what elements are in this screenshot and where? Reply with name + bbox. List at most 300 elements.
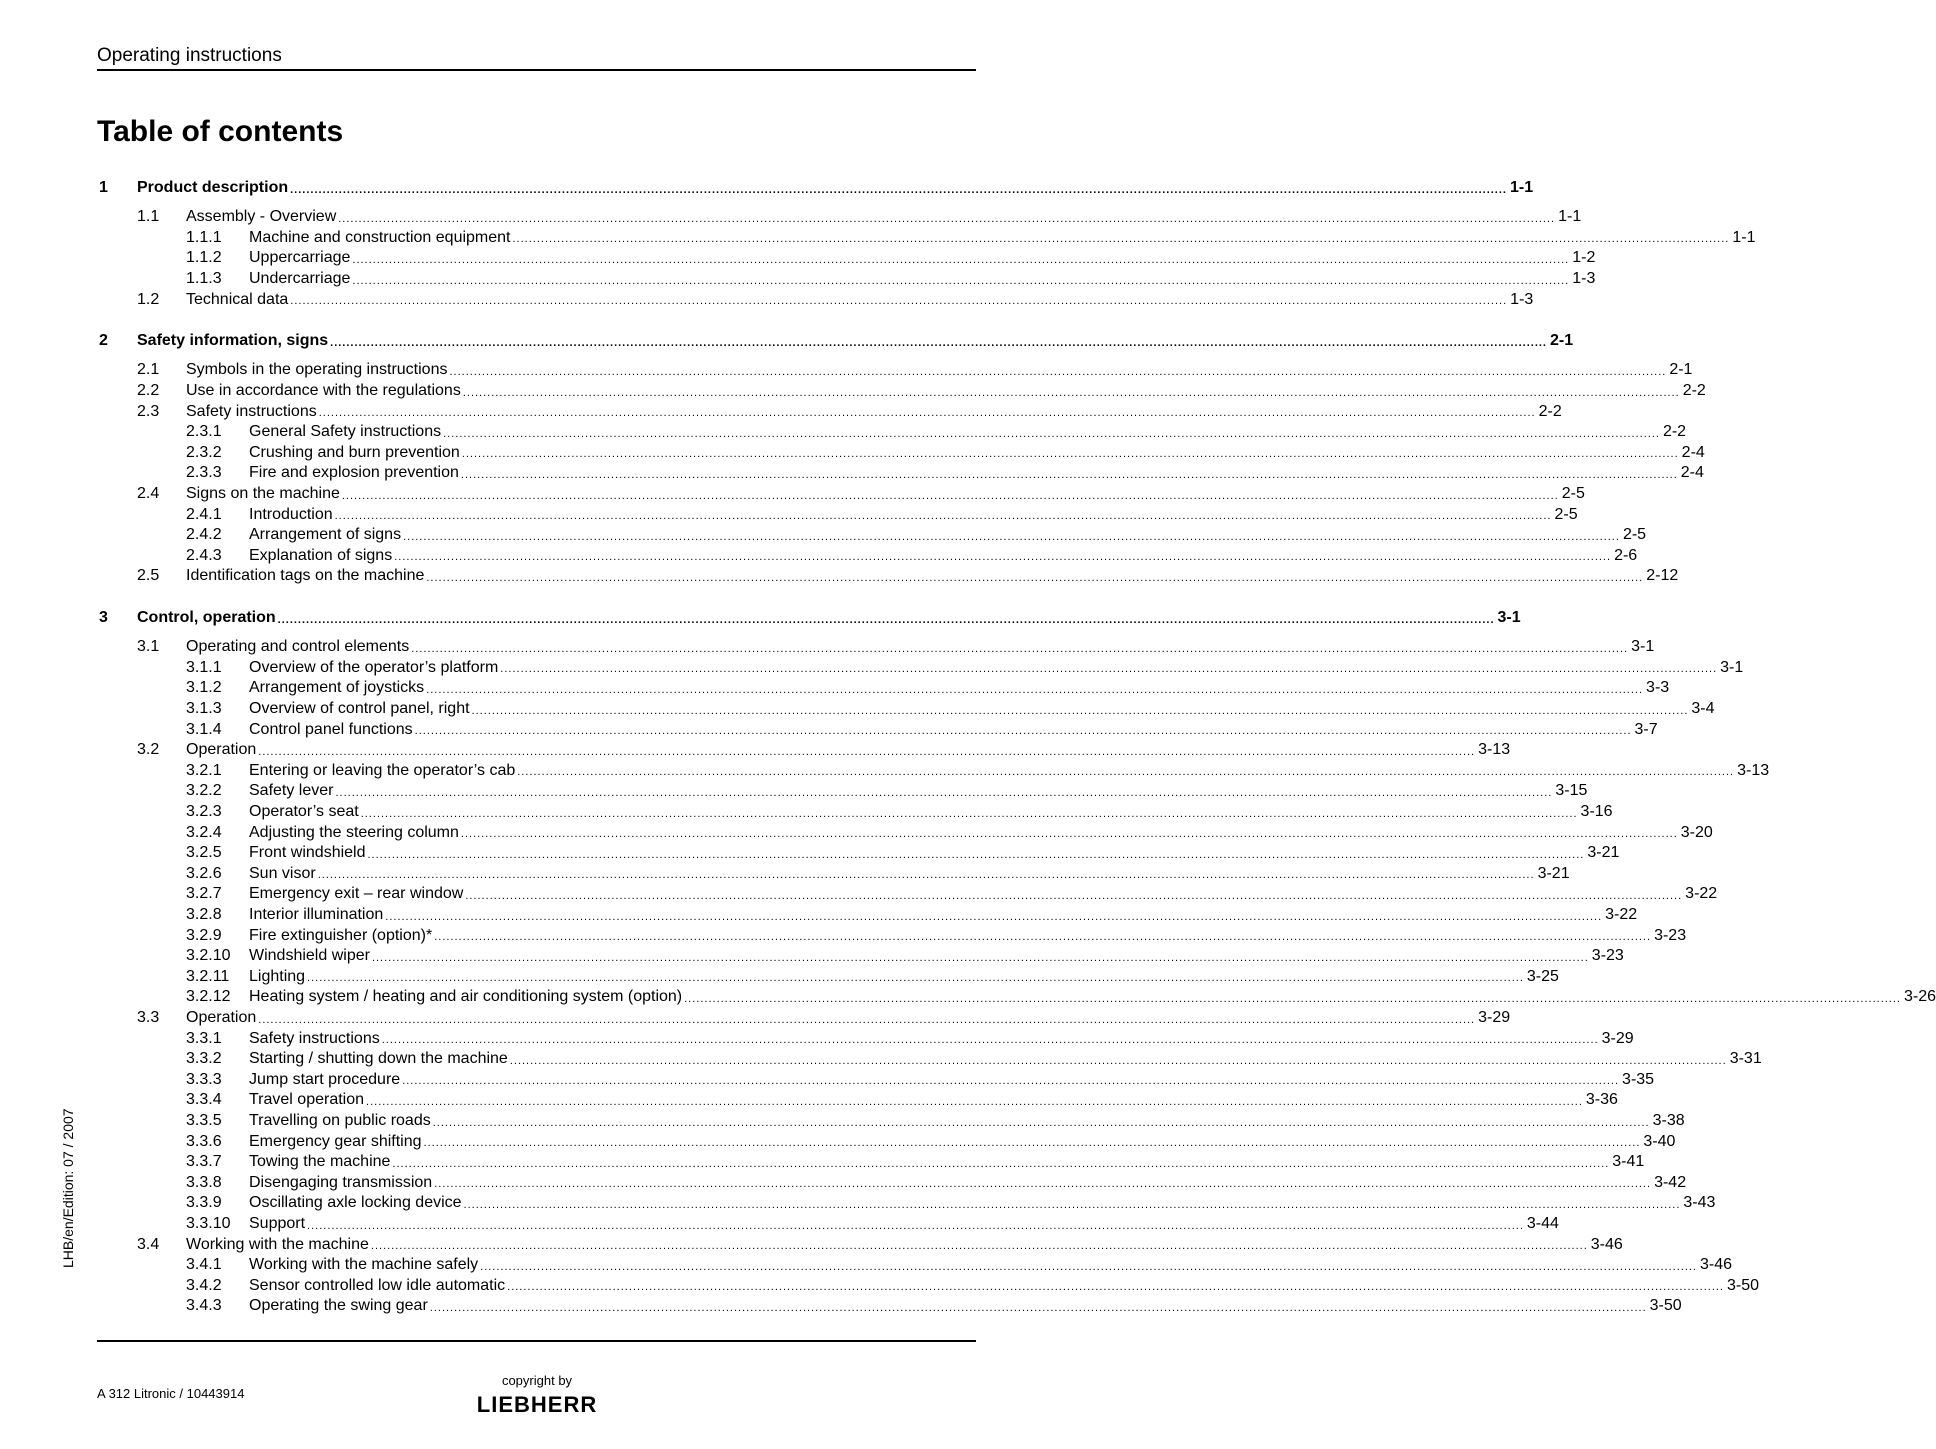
- toc-entry-leader: [249, 1111, 1685, 1132]
- toc-entry-title: Uppercarriage: [249, 249, 351, 267]
- toc-entry-leader: [249, 761, 1770, 782]
- toc-entry-leader: [249, 505, 1578, 526]
- toc-entry-3-3-2[interactable]: [0, 1049, 1762, 1070]
- toc-entry-number: 3.1: [137, 638, 160, 656]
- toc-entry-3-2-1[interactable]: [0, 761, 1770, 782]
- liebherr-logo: [457, 1392, 617, 1416]
- toc-entry-number: 3.3.8: [186, 1173, 222, 1191]
- toc-entry-leader: [249, 546, 1638, 567]
- toc-entry-number: 3.4.3: [186, 1297, 222, 1315]
- toc-entry-leader: [137, 331, 1574, 352]
- toc-entry-number: 3.3.5: [186, 1112, 222, 1129]
- toc-dot-leader: ............................................................................................................................................................................................................................................................................................................: [517, 766, 1735, 779]
- toc-dot-leader: ............................................................................................................................................................................................................................................................................................................: [290, 295, 1508, 308]
- toc-entry-number: 3: [99, 609, 108, 626]
- toc-dot-leader: ............................................................................................................................................................................................................................................................................................................: [460, 468, 1678, 481]
- toc-dot-leader: ............................................................................................................................................................................................................................................................................................................: [429, 1301, 1647, 1314]
- toc-entry-title: Introduction: [249, 505, 333, 523]
- toc-entry-leader: [249, 1070, 1655, 1091]
- toc-dot-leader: ............................................................................................................................................................................................................................................................................................................: [341, 489, 1559, 502]
- toc-entry-3-1[interactable]: [0, 637, 1655, 658]
- toc-entry-leader: [186, 290, 1534, 311]
- toc-entry-title: Arrangement of joysticks: [249, 679, 425, 697]
- toc-dot-leader: ............................................................................................................................................................................................................................................................................................................: [352, 274, 1570, 287]
- toc-entry-title: Technical data: [186, 290, 289, 308]
- toc-entry-3-2-4[interactable]: [0, 823, 1713, 844]
- toc-entry-number: 3.2.9: [186, 926, 222, 944]
- toc-dot-leader: ............................................................................................................................................................................................................................................................................................................: [426, 683, 1644, 696]
- toc-entry-title: Operation: [186, 1009, 257, 1026]
- toc-entry-number: 3.3.1: [186, 1029, 222, 1047]
- toc-entry-number: 2.1: [137, 361, 160, 379]
- toc-entry-title: Oscillating axle locking device: [249, 1194, 462, 1212]
- toc-entry-3-2[interactable]: [0, 740, 1511, 761]
- toc-dot-leader: ............................................................................................................................................................................................................................................................................................................: [426, 571, 1644, 584]
- toc-dot-leader: ............................................................................................................................................................................................................................................................................................................: [334, 510, 1552, 523]
- toc-dot-leader: ............................................................................................................................................................................................................................................................................................................: [317, 869, 1535, 882]
- toc-entry-number: 3.1.1: [186, 658, 222, 676]
- toc-entry-number: 3.2.6: [186, 864, 222, 882]
- toc-entry-page: 3-46: [1590, 1235, 1623, 1253]
- toc-entry-leader: [186, 740, 1511, 761]
- toc-entry-3-2-2[interactable]: [0, 781, 1588, 802]
- toc-entry-page: 3-23: [1654, 926, 1687, 944]
- toc-entry-1[interactable]: [0, 178, 1534, 199]
- toc-entry-title: Lighting: [249, 967, 306, 985]
- toc-entry-number: 3.2.10: [186, 947, 231, 965]
- toc-entry-leader: [186, 1235, 1623, 1256]
- toc-dot-leader: ............................................................................................................................................................................................................................................................................................................: [392, 1157, 1610, 1170]
- toc-entry-number: 3.3: [137, 1009, 160, 1026]
- toc-entry-leader: [249, 905, 1638, 926]
- toc-entry-leader: [249, 658, 1744, 679]
- toc-entry-page: 3-22: [1605, 906, 1638, 923]
- toc-entry-2-1[interactable]: [0, 360, 1693, 381]
- toc-entry-page: 3-29: [1478, 1009, 1511, 1026]
- toc-entry-page: 3-50: [1727, 1276, 1760, 1294]
- toc-entry-title: Operation: [186, 741, 257, 759]
- toc-entry-page: 3-26: [1903, 988, 1936, 1006]
- toc-entry-3-3-1[interactable]: [0, 1029, 1634, 1050]
- toc-entry-page: 3-50: [1649, 1297, 1682, 1315]
- toc-entry-title: General Safety instructions: [249, 423, 442, 441]
- toc-entry-leader: [249, 1173, 1687, 1194]
- toc-entry-leader: [186, 637, 1655, 658]
- toc-entry-page: 1-1: [1732, 228, 1756, 246]
- toc-entry-leader: [249, 525, 1647, 546]
- toc-entry-1-1-3[interactable]: [0, 269, 1596, 290]
- toc-entry-title: Disengaging transmission: [249, 1173, 433, 1191]
- toc-entry-title: Operator’s seat: [249, 803, 359, 820]
- toc-entry-leader: [186, 1008, 1511, 1029]
- toc-entry-title: Fire extinguisher (option)*: [249, 926, 433, 944]
- toc-entry-2-2[interactable]: [0, 381, 1706, 402]
- toc-entry-leader: [249, 1276, 1760, 1297]
- toc-entry-page: 2-5: [1554, 505, 1578, 523]
- copyright-label: copyright by: [501, 1373, 573, 1388]
- footer-model-number: A 312 Litronic / 10443914: [97, 1386, 245, 1401]
- toc-entry-number: 1.1: [137, 208, 160, 226]
- toc-entry-page: 2-1: [1550, 332, 1574, 350]
- toc-entry-leader: [249, 1193, 1716, 1214]
- toc-entry-number: 2.4.3: [186, 546, 222, 564]
- toc-entry-number: 2.4.2: [186, 526, 222, 544]
- toc-entry-page: 1-3: [1572, 270, 1596, 287]
- toc-dot-leader: ............................................................................................................................................................................................................................................................................................................: [258, 745, 1476, 758]
- toc-entry-title: Entering or leaving the operator’s cab: [249, 761, 516, 779]
- toc-entry-title: Safety instructions: [186, 402, 317, 420]
- toc-entry-leader: [186, 360, 1693, 381]
- liebherr-logo-mark: [457, 1392, 617, 1416]
- toc-entry-title: Interior illumination: [249, 906, 384, 923]
- toc-entry-number: 1.1.1: [186, 228, 222, 246]
- toc-dot-leader: ............................................................................................................................................................................................................................................................................................................: [330, 336, 1547, 349]
- toc-entry-page: 3-36: [1585, 1091, 1618, 1109]
- toc-entry-title: Front windshield: [249, 844, 366, 862]
- page-title: Table of contents: [97, 115, 344, 148]
- toc-entry-2-4-2[interactable]: [0, 525, 1647, 546]
- toc-entry-title: Sensor controlled low idle automatic: [249, 1276, 506, 1294]
- toc-entry-3-2-8[interactable]: [0, 905, 1638, 926]
- toc-entry-title: Control, operation: [137, 609, 276, 626]
- toc-entry-leader: [249, 1132, 1676, 1153]
- toc-entry-3-2-12[interactable]: [0, 987, 1936, 1008]
- toc-entry-page: 3-21: [1537, 864, 1570, 882]
- toc-entry-page: 2-4: [1681, 443, 1705, 461]
- toc-entry-title: Operating and control elements: [186, 638, 410, 656]
- toc-dot-leader: ............................................................................................................................................................................................................................................................................................................: [463, 1198, 1681, 1211]
- toc-entry-3-4-2[interactable]: [0, 1276, 1760, 1297]
- toc-entry-leader: [249, 720, 1658, 741]
- toc-entry-3-1-1[interactable]: [0, 658, 1744, 679]
- toc-dot-leader: ............................................................................................................................................................................................................................................................................................................: [512, 233, 1730, 246]
- toc-entry-3-2-5[interactable]: [0, 843, 1620, 864]
- toc-dot-leader: ............................................................................................................................................................................................................................................................................................................: [480, 1260, 1697, 1273]
- toc-entry-number: 3.3.6: [186, 1132, 222, 1150]
- toc-entry-2-3-1[interactable]: [0, 422, 1687, 443]
- toc-entry-number: 3.1.4: [186, 720, 222, 738]
- toc-entry-3-3[interactable]: [0, 1008, 1511, 1029]
- toc-dot-leader: ............................................................................................................................................................................................................................................................................................................: [684, 992, 1901, 1005]
- toc-entry-leader: [186, 207, 1582, 228]
- toc-entry-leader: [249, 884, 1718, 905]
- toc-entry-2-4-1[interactable]: [0, 505, 1578, 526]
- toc-entry-1-2[interactable]: [0, 290, 1534, 311]
- toc-entry-title: Towing the machine: [249, 1153, 391, 1171]
- toc-dot-leader: ............................................................................................................................................................................................................................................................................................................: [371, 951, 1589, 964]
- edition-note: LHB/en/Edition: 07 / 2007: [60, 1108, 76, 1268]
- toc-entry-number: 3.3.4: [186, 1091, 222, 1109]
- toc-dot-leader: ............................................................................................................................................................................................................................................................................................................: [500, 663, 1718, 676]
- toc-entry-title: Product description: [137, 179, 289, 196]
- toc-entry-leader: [249, 1049, 1762, 1070]
- toc-entry-page: 3-13: [1478, 741, 1511, 759]
- liebherr-logo-text: LIEBHERR: [476, 1392, 598, 1417]
- toc-entry-number: 3.3.3: [186, 1070, 222, 1088]
- toc-entry-page: 3-35: [1622, 1070, 1655, 1088]
- toc-entry-leader: [249, 1152, 1645, 1173]
- toc-entry-leader: [249, 823, 1713, 844]
- toc-entry-number: 3.2.4: [186, 823, 222, 841]
- toc-entry-leader: [186, 566, 1679, 587]
- toc-entry-title: Signs on the machine: [186, 485, 340, 502]
- toc-entry-page: 3-7: [1634, 720, 1658, 738]
- toc-entry-3-1-2[interactable]: [0, 678, 1670, 699]
- toc-entry-title: Safety instructions: [249, 1029, 380, 1047]
- toc-dot-leader: ............................................................................................................................................................................................................................................................................................................: [290, 183, 1507, 196]
- toc-dot-leader: ............................................................................................................................................................................................................................................................................................................: [443, 427, 1660, 440]
- toc-entry-title: Safety information, signs: [137, 332, 329, 350]
- toc-entry-page: 3-1: [1720, 658, 1744, 676]
- toc-entry-leader: [186, 484, 1585, 505]
- toc-entry-3-3-9[interactable]: [0, 1193, 1716, 1214]
- toc-entry-number: 3.2.7: [186, 885, 222, 903]
- toc-entry-page: 3-1: [1497, 609, 1521, 626]
- toc-dot-leader: ............................................................................................................................................................................................................................................................................................................: [352, 253, 1570, 266]
- toc-dot-leader: ............................................................................................................................................................................................................................................................................................................: [461, 448, 1679, 461]
- toc-entry-3[interactable]: [0, 608, 1521, 629]
- toc-entry-number: 3.4.1: [186, 1256, 222, 1274]
- toc-dot-leader: ............................................................................................................................................................................................................................................................................................................: [414, 725, 1632, 738]
- toc-entry-number: 3.2.8: [186, 906, 222, 923]
- toc-entry-title: Adjusting the steering column: [249, 823, 459, 841]
- toc-dot-leader: ............................................................................................................................................................................................................................................................................................................: [411, 642, 1629, 655]
- toc-entry-title: Fire and explosion prevention: [249, 464, 459, 482]
- toc-entry-3-2-11[interactable]: [0, 967, 1559, 988]
- toc-dot-leader: ............................................................................................................................................................................................................................................................................................................: [507, 1281, 1724, 1294]
- toc-entry-1-1[interactable]: [0, 207, 1582, 228]
- toc-entry-page: 2-5: [1561, 485, 1585, 502]
- toc-entry-leader: [249, 802, 1613, 823]
- toc-entry-leader: [249, 443, 1705, 464]
- toc-entry-3-3-10[interactable]: [0, 1214, 1559, 1235]
- toc-dot-leader: ............................................................................................................................................................................................................................................................................................................: [403, 530, 1620, 543]
- toc-entry-title: Control panel functions: [249, 720, 413, 738]
- footer-divider: [97, 1340, 976, 1342]
- toc-entry-number: 3.1.3: [186, 700, 222, 717]
- toc-entry-title: Assembly - Overview: [186, 208, 337, 226]
- toc-entry-page: 3-46: [1700, 1256, 1733, 1274]
- toc-entry-number: 3.3.9: [186, 1194, 222, 1212]
- toc-entry-leader: [249, 678, 1670, 699]
- toc-entry-3-2-3[interactable]: [0, 802, 1613, 823]
- toc-entry-3-2-6[interactable]: [0, 864, 1570, 885]
- toc-entry-leader: [186, 381, 1706, 402]
- toc-entry-leader: [249, 781, 1588, 802]
- toc-entry-number: 2: [99, 332, 108, 350]
- toc-entry-3-4-3[interactable]: [0, 1296, 1682, 1317]
- toc-dot-leader: ............................................................................................................................................................................................................................................................................................................: [370, 1240, 1588, 1253]
- toc-entry-title: Arrangement of signs: [249, 526, 402, 544]
- toc-entry-number: 1.1.3: [186, 270, 222, 287]
- toc-dot-leader: ............................................................................................................................................................................................................................................................................................................: [367, 848, 1585, 861]
- toc-dot-leader: ............................................................................................................................................................................................................................................................................................................: [277, 613, 1495, 626]
- toc-dot-leader: ............................................................................................................................................................................................................................................................................................................: [462, 386, 1680, 399]
- toc-entry-number: 1.2: [137, 290, 160, 308]
- toc-entry-page: 1-1: [1509, 179, 1534, 196]
- toc-dot-leader: ............................................................................................................................................................................................................................................................................................................: [465, 889, 1683, 902]
- toc-entry-number: 1.1.2: [186, 249, 222, 267]
- toc-entry-leader: [249, 1296, 1682, 1317]
- toc-entry-title: Overview of the operator’s platform: [249, 658, 499, 676]
- toc-entry-title: Working with the machine: [186, 1235, 369, 1253]
- toc-dot-leader: ............................................................................................................................................................................................................................................................................................................: [509, 1054, 1727, 1067]
- toc-entry-number: 3.2.11: [186, 967, 230, 985]
- toc-entry-number: 2.3.2: [186, 443, 222, 461]
- toc-dot-leader: ............................................................................................................................................................................................................................................................................................................: [366, 1095, 1583, 1108]
- toc-entry-title: Heating system / heating and air conditioning system (option): [249, 988, 683, 1006]
- toc-entry-3-3-7[interactable]: [0, 1152, 1645, 1173]
- toc-entry-title: Identification tags on the machine: [186, 567, 425, 585]
- toc-entry-3-3-5[interactable]: [0, 1111, 1685, 1132]
- toc-dot-leader: ............................................................................................................................................................................................................................................................................................................: [449, 365, 1667, 378]
- toc-entry-leader: [249, 864, 1570, 885]
- toc-entry-number: 2.3.1: [186, 423, 222, 441]
- toc-dot-leader: ............................................................................................................................................................................................................................................................................................................: [318, 407, 1536, 420]
- toc-entry-page: 2-6: [1614, 546, 1638, 564]
- toc-entry-2-4-3[interactable]: [0, 546, 1638, 567]
- toc-entry-page: 2-4: [1680, 464, 1704, 482]
- toc-entry-number: 3.2.1: [186, 761, 222, 779]
- toc-entry-3-1-3[interactable]: [0, 699, 1715, 720]
- toc-entry-leader: [249, 422, 1687, 443]
- toc-entry-leader: [249, 926, 1687, 947]
- toc-entry-page: 2-2: [1662, 423, 1687, 441]
- toc-entry-number: 2.2: [137, 382, 160, 399]
- toc-entry-2-4[interactable]: [0, 484, 1585, 505]
- toc-dot-leader: ............................................................................................................................................................................................................................................................................................................: [385, 910, 1603, 923]
- toc-dot-leader: ............................................................................................................................................................................................................................................................................................................: [338, 212, 1556, 225]
- toc-entry-leader: [249, 228, 1756, 249]
- toc-entry-page: 3-15: [1555, 782, 1588, 800]
- toc-entry-3-2-10[interactable]: [0, 946, 1624, 967]
- toc-entry-leader: [249, 967, 1559, 988]
- toc-entry-number: 3.4.2: [186, 1276, 222, 1294]
- toc-entry-3-3-8[interactable]: [0, 1173, 1687, 1194]
- toc-entry-1-1-2[interactable]: [0, 248, 1596, 269]
- toc-entry-number: 3.2: [137, 741, 160, 759]
- toc-entry-3-1-4[interactable]: [0, 720, 1658, 741]
- toc-entry-page: 3-23: [1591, 947, 1624, 965]
- toc-dot-leader: ............................................................................................................................................................................................................................................................................................................: [307, 1219, 1524, 1232]
- toc-dot-leader: ............................................................................................................................................................................................................................................................................................................: [402, 1075, 1620, 1088]
- toc-entry-page: 3-22: [1685, 885, 1718, 903]
- toc-entry-leader: [249, 1029, 1634, 1050]
- toc-entry-page: 3-43: [1683, 1194, 1716, 1212]
- toc-entry-title: Emergency exit – rear window: [249, 885, 464, 903]
- toc-entry-leader: [186, 402, 1562, 423]
- toc-entry-page: 3-21: [1587, 844, 1620, 862]
- toc-entry-page: 3-40: [1643, 1132, 1676, 1150]
- toc-entry-title: Crushing and burn prevention: [249, 443, 460, 461]
- toc-dot-leader: ............................................................................................................................................................................................................................................................................................................: [432, 1116, 1650, 1129]
- toc-entry-leader: [137, 178, 1534, 199]
- toc-entry-2-3-3[interactable]: [0, 463, 1704, 484]
- toc-entry-title: Overview of control panel, right: [249, 700, 470, 717]
- document-header-title: Operating instructions: [97, 45, 282, 66]
- toc-entry-title: Travel operation: [249, 1091, 365, 1109]
- toc-entry-2[interactable]: [0, 331, 1574, 352]
- toc-entry-page: 3-16: [1580, 803, 1613, 820]
- toc-entry-page: 3-25: [1526, 967, 1559, 985]
- toc-entry-3-3-6[interactable]: [0, 1132, 1676, 1153]
- toc-entry-page: 1-3: [1510, 290, 1534, 308]
- toc-entry-title: Undercarriage: [249, 270, 351, 287]
- toc-entry-3-3-4[interactable]: [0, 1090, 1618, 1111]
- toc-entry-title: Symbols in the operating instructions: [186, 361, 448, 379]
- toc-entry-title: Operating the swing gear: [249, 1297, 428, 1315]
- toc-entry-2-5[interactable]: [0, 566, 1679, 587]
- toc-entry-number: 3.3.10: [186, 1215, 231, 1232]
- toc-entry-leader: [249, 987, 1936, 1008]
- toc-entry-3-4-1[interactable]: [0, 1255, 1733, 1276]
- toc-entry-number: 3.2.3: [186, 803, 222, 820]
- toc-dot-leader: ............................................................................................................................................................................................................................................................................................................: [307, 972, 1524, 985]
- toc-entry-page: 1-2: [1572, 249, 1596, 267]
- toc-entry-page: 3-38: [1652, 1112, 1685, 1129]
- toc-entry-2-3[interactable]: [0, 402, 1562, 423]
- toc-entry-page: 1-1: [1558, 208, 1582, 226]
- toc-entry-2-3-2[interactable]: [0, 443, 1705, 464]
- toc-dot-leader: ............................................................................................................................................................................................................................................................................................................: [471, 704, 1689, 717]
- toc-entry-3-3-3[interactable]: [0, 1070, 1655, 1091]
- toc-entry-leader: [249, 1214, 1559, 1235]
- toc-entry-leader: [249, 269, 1596, 290]
- toc-entry-number: 2.4.1: [186, 505, 222, 523]
- toc-entry-title: Machine and construction equipment: [249, 228, 511, 246]
- toc-entry-page: 2-5: [1622, 526, 1647, 544]
- toc-dot-leader: ............................................................................................................................................................................................................................................................................................................: [258, 1013, 1476, 1026]
- toc-entry-number: 3.2.5: [186, 844, 222, 862]
- toc-entry-leader: [249, 946, 1624, 967]
- toc-dot-leader: ............................................................................................................................................................................................................................................................................................................: [434, 931, 1652, 944]
- toc-entry-leader: [249, 699, 1715, 720]
- toc-entry-number: 3.1.2: [186, 679, 222, 697]
- toc-entry-page: 3-44: [1526, 1215, 1559, 1232]
- toc-entry-number: 3.3.2: [186, 1050, 222, 1068]
- toc-entry-title: Support: [249, 1215, 306, 1232]
- toc-entry-leader: [137, 608, 1521, 629]
- toc-dot-leader: ............................................................................................................................................................................................................................................................................................................: [423, 1137, 1641, 1150]
- toc-entry-3-2-9[interactable]: [0, 926, 1687, 947]
- toc-entry-3-2-7[interactable]: [0, 884, 1718, 905]
- toc-entry-number: 1: [99, 179, 108, 196]
- toc-entry-number: 3.2.12: [186, 988, 231, 1006]
- toc-entry-page: 3-20: [1680, 823, 1713, 841]
- toc-entry-leader: [249, 1090, 1618, 1111]
- toc-dot-leader: ............................................................................................................................................................................................................................................................................................................: [394, 551, 1612, 564]
- toc-entry-title: Windshield wiper: [249, 947, 370, 965]
- toc-entry-page: 3-1: [1631, 638, 1655, 656]
- toc-entry-title: Working with the machine safely: [249, 1256, 479, 1274]
- toc-entry-title: Starting / shutting down the machine: [249, 1050, 508, 1068]
- toc-entry-page: 3-41: [1612, 1153, 1645, 1171]
- toc-entry-page: 3-42: [1654, 1173, 1687, 1191]
- toc-entry-page: 2-2: [1538, 402, 1562, 420]
- toc-entry-page: 3-13: [1737, 761, 1770, 779]
- toc-entry-title: Safety lever: [249, 782, 334, 800]
- toc-dot-leader: ............................................................................................................................................................................................................................................................................................................: [360, 807, 1578, 820]
- toc-entry-number: 2.5: [137, 567, 160, 585]
- toc-entry-leader: [249, 463, 1704, 484]
- toc-dot-leader: ............................................................................................................................................................................................................................................................................................................: [460, 828, 1678, 841]
- toc-entry-leader: [249, 248, 1596, 269]
- toc-entry-3-4[interactable]: [0, 1235, 1623, 1256]
- toc-entry-title: Travelling on public roads: [249, 1112, 431, 1129]
- toc-entry-1-1-1[interactable]: [0, 228, 1756, 249]
- toc-dot-leader: ............................................................................................................................................................................................................................................................................................................: [434, 1178, 1652, 1191]
- toc-entry-page: 3-4: [1691, 700, 1715, 717]
